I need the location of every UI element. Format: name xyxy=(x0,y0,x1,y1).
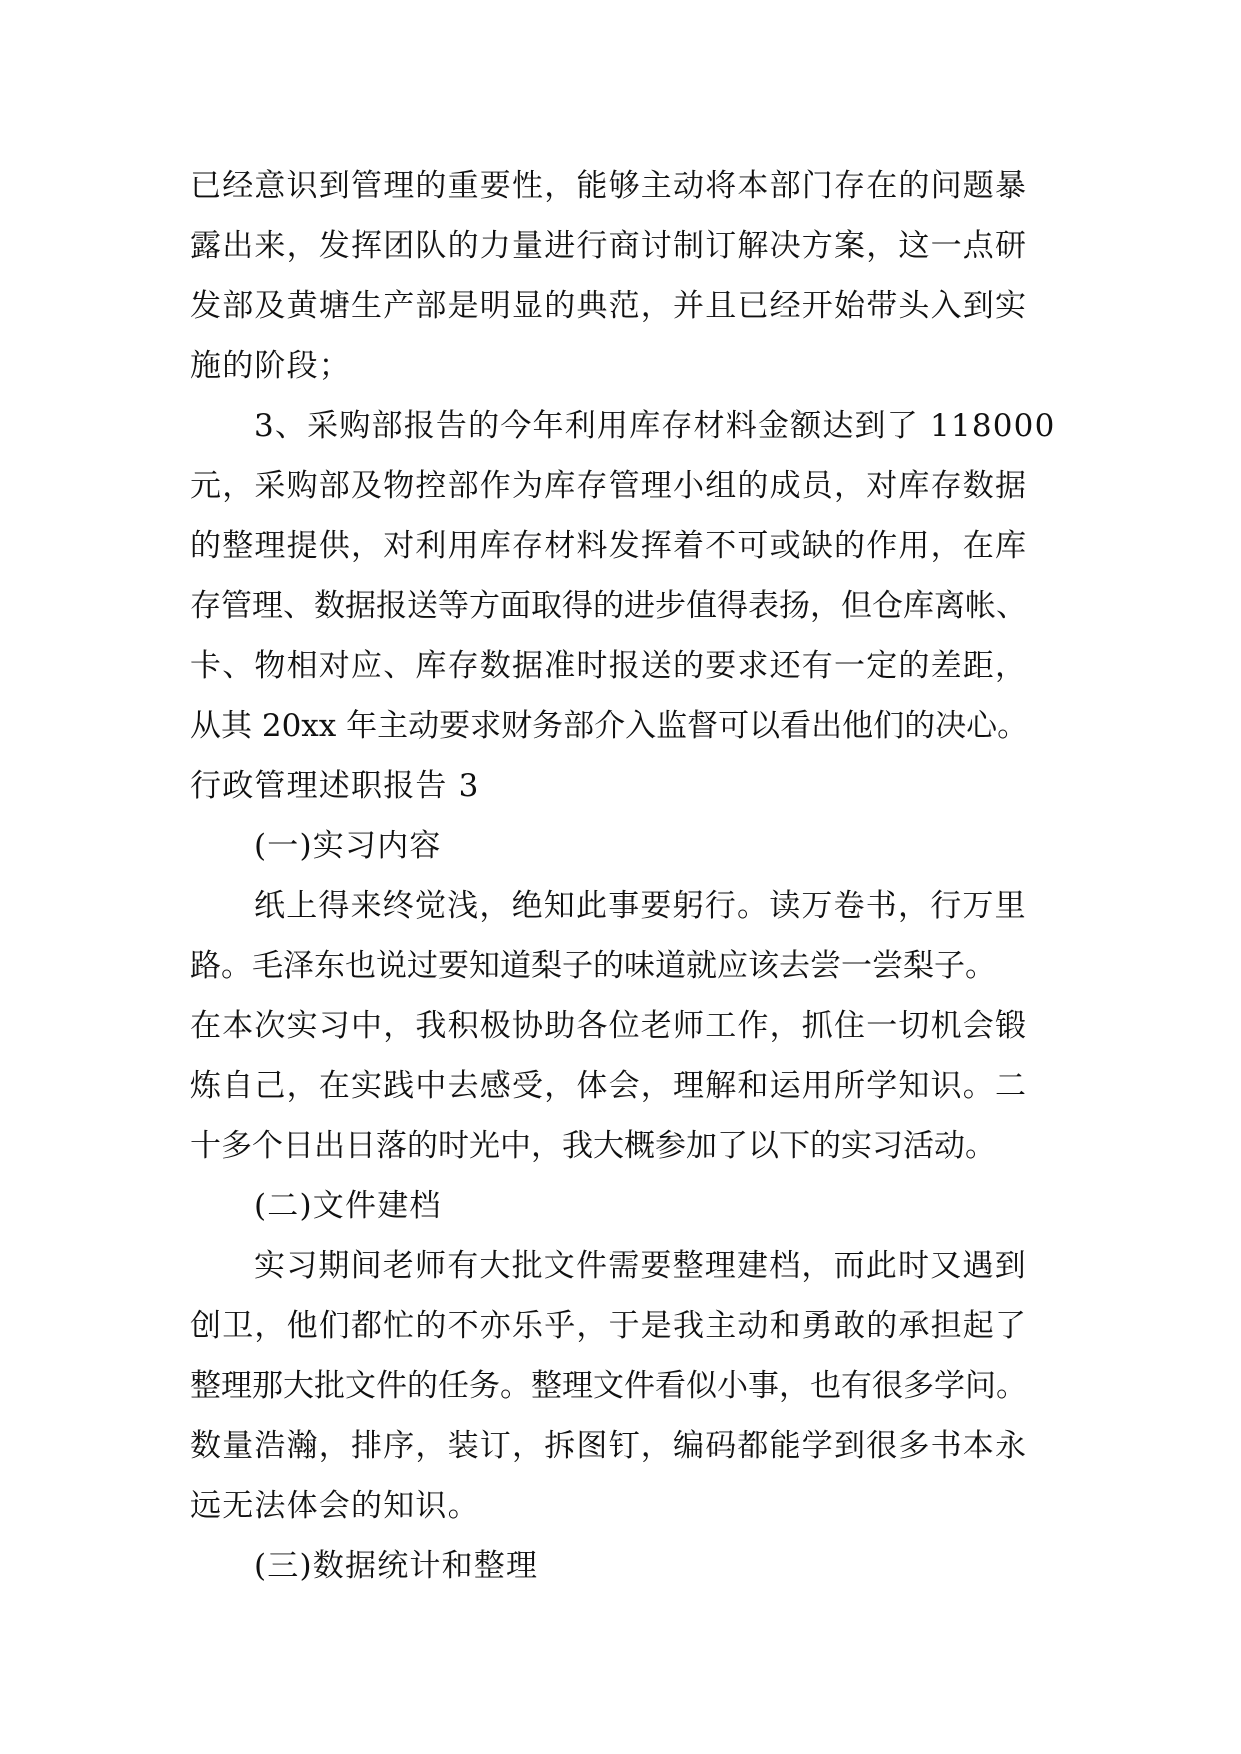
paragraph-start-line: 实习期间老师有大批文件需要整理建档，而此时又遇到 xyxy=(254,1248,1027,1284)
text-line: 的整理提供，对利用库存材料发挥着不可或缺的作用，在库 xyxy=(190,528,1028,564)
text-line: 已经意识到管理的重要性，能够主动将本部门存在的问题暴 xyxy=(190,168,1028,204)
text-line: 整理那大批文件的任务。整理文件看似小事，也有很多学问。 xyxy=(190,1368,1027,1404)
section-title: 行政管理述职报告 3 xyxy=(190,768,480,804)
text-line: 远无法体会的知识。 xyxy=(190,1488,480,1524)
subheading: (一)实习内容 xyxy=(254,828,442,864)
text-line: 从其 20xx 年主动要求财务部介入监督可以看出他们的决心。 xyxy=(190,708,1029,744)
text-line: 露出来，发挥团队的力量进行商讨制订解决方案，这一点研 xyxy=(190,228,1028,264)
subheading: (二)文件建档 xyxy=(254,1188,442,1224)
subheading: (三)数据统计和整理 xyxy=(254,1548,539,1584)
text-line: 元，采购部及物控部作为库存管理小组的成员，对库存数据 xyxy=(190,468,1028,504)
text-line: 创卫，他们都忙的不亦乐乎，于是我主动和勇敢的承担起了 xyxy=(190,1308,1028,1344)
text-line: 炼自己，在实践中去感受，体会，理解和运用所学知识。二 xyxy=(190,1068,1028,1104)
paragraph-start-line: 3、采购部报告的今年利用库存材料金额达到了 118000 xyxy=(254,408,1056,444)
document-body xyxy=(190,156,1070,1596)
text-line: 路。毛泽东也说过要知道梨子的味道就应该去尝一尝梨子。 xyxy=(190,948,996,984)
text-line: 数量浩瀚，排序，装订，拆图钉，编码都能学到很多书本永 xyxy=(190,1428,1028,1464)
text-line: 存管理、数据报送等方面取得的进步值得表扬，但仓库离帐、 xyxy=(190,588,1027,624)
text-line: 在本次实习中，我积极协助各位老师工作，抓住一切机会锻 xyxy=(190,1008,1028,1044)
text-line: 施的阶段； xyxy=(190,348,351,384)
paragraph-start-line: 纸上得来终觉浅，绝知此事要躬行。读万卷书，行万里 xyxy=(254,888,1027,924)
text-line: 十多个日出日落的时光中，我大概参加了以下的实习活动。 xyxy=(190,1128,996,1164)
text-line: 卡、物相对应、库存数据准时报送的要求还有一定的差距， xyxy=(190,648,1028,684)
text-line: 发部及黄塘生产部是明显的典范，并且已经开始带头入到实 xyxy=(190,288,1028,324)
